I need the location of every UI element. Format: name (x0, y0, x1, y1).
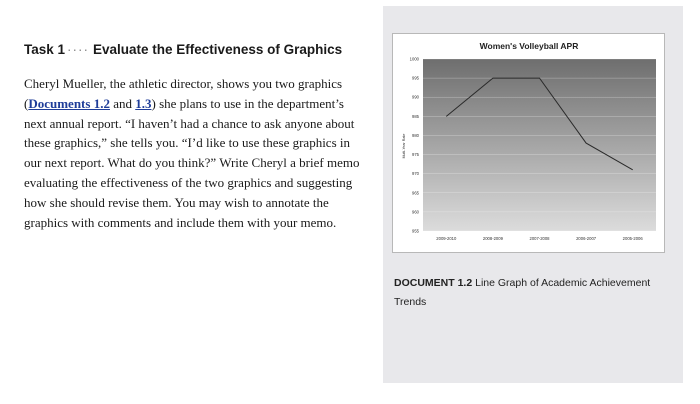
x-tick-label: 2005-2006 (622, 236, 643, 241)
caption-label: DOCUMENT 1.2 (394, 277, 473, 289)
chart-title: Women's Volleyball APR (479, 41, 579, 51)
y-tick-label: 955 (412, 228, 419, 234)
y-tick-label: 995 (412, 75, 419, 81)
x-tick-label: 2009-2010 (436, 236, 457, 241)
chart-frame (392, 33, 665, 253)
x-tick-label: 2008-2009 (482, 236, 503, 241)
x-tick-label: 2006-2007 (576, 236, 597, 241)
y-tick-label: 970 (412, 171, 419, 177)
figure-caption (394, 274, 674, 312)
y-tick-label: 960 (412, 209, 419, 215)
y-tick-label: 980 (412, 132, 419, 138)
plot-area (423, 59, 656, 231)
description-part-2: and (109, 95, 136, 111)
description-part-1: Cheryl Mueller, the athletic director, shows you two graphics ( (24, 76, 343, 111)
task-number: Task 1 (24, 42, 66, 57)
document-1-3-link[interactable]: 1.3 (135, 95, 152, 111)
y-tick-label: 1000 (409, 56, 419, 62)
task-dots: ···· (67, 42, 90, 57)
x-tick-label: 2007-2008 (529, 236, 550, 241)
y-tick-label: 990 (412, 94, 419, 100)
y-tick-label: 975 (412, 152, 419, 158)
y-tick-label: 985 (412, 113, 419, 119)
caption-text: Line Graph of Academic Achievement Trends (394, 277, 651, 308)
task-description (24, 74, 360, 232)
description-part-3: ) she plans to use in the department’s next annual report. “I haven’t had a chance to ask anyone about these graphics,” she tells you. “I’d like to use these graphics in our next report. What do you think?” Write Cheryl a brief memo evaluating the effectiveness of the two graphics and suggesting how she should revise them. You may wish to annotate the graphics with comments and include them with your memo. (24, 95, 360, 230)
line-chart (393, 34, 664, 252)
y-tick-label: 965 (412, 190, 419, 196)
document-1-2-link[interactable]: Documents 1.2 (28, 95, 110, 111)
y-axis-label: Multi-Year Rate (402, 133, 406, 159)
task-title: Evaluate the Effectiveness of Graphics (93, 42, 343, 57)
task-header (24, 42, 342, 57)
